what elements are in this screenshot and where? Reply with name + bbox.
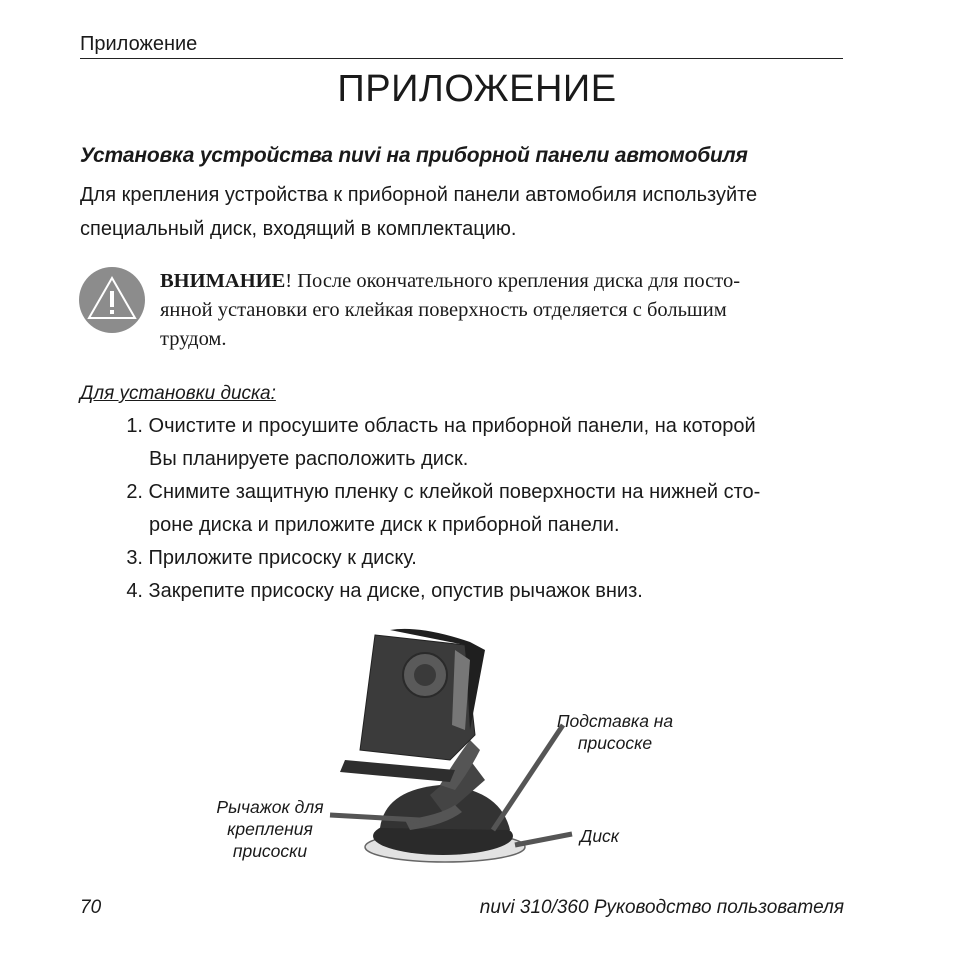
page-number: 70 <box>80 897 102 918</box>
step-item <box>80 476 850 542</box>
step-number: 3. <box>126 547 143 569</box>
warning-label: ВНИМАНИЕ <box>160 270 286 292</box>
mount-figure <box>0 620 954 880</box>
callout-mount <box>540 710 690 754</box>
header-rule <box>80 58 843 59</box>
step-number: 1. <box>126 415 143 437</box>
callout-text: присоски <box>232 841 308 861</box>
callout-text: Рычажок для <box>216 797 324 817</box>
warning-text-line: янной установки его клейкая поверхность отделяется с большим <box>160 299 727 321</box>
warning-text-line: ! После окончательного крепления диска для посто- <box>285 270 741 292</box>
step-text: Снимите защитную пленку с клейкой поверхности на нижней сто- <box>143 481 761 503</box>
callout-disk <box>580 825 640 847</box>
callout-text: Подставка на <box>556 711 674 731</box>
step-text: Закрепите присоску на диске, опустив рычажок вниз. <box>143 580 643 602</box>
step-item <box>80 542 850 575</box>
running-header: Приложение <box>80 33 198 55</box>
callout-text: крепления <box>227 819 313 839</box>
callout-text: Диск <box>580 826 620 846</box>
mount-illustration <box>0 620 954 880</box>
callout-text: присоске <box>577 733 653 753</box>
warning-text-line: трудом. <box>160 328 227 350</box>
warning-triangle-icon <box>78 266 146 334</box>
intro-line: специальный диск, входящий в комплектацию. <box>80 218 517 240</box>
callout-lever <box>210 796 330 862</box>
manual-title: nuvi 310/360 Руководство пользователя <box>479 897 844 918</box>
procedure-title: Для установки диска: <box>80 383 276 404</box>
step-text: Приложите присоску к диску. <box>143 547 417 569</box>
step-item <box>80 575 850 608</box>
step-number: 4. <box>126 580 143 602</box>
warning-note <box>160 267 850 354</box>
page-title: ПРИЛОЖЕНИЕ <box>337 68 617 110</box>
intro-line: Для крепления устройства к приборной панели автомобиля используйте <box>80 184 758 206</box>
step-number: 2. <box>126 481 143 503</box>
intro-paragraph <box>80 178 860 246</box>
step-text: роне диска и приложите диск к приборной панели. <box>149 514 620 536</box>
step-text: Вы планируете расположить диск. <box>149 448 469 470</box>
procedure-steps <box>80 410 850 608</box>
step-item <box>80 410 850 476</box>
section-heading: Установка устройства nuvi на приборной панели автомобиля <box>80 144 748 167</box>
step-text: Очистите и просушите область на приборной панели, на которой <box>143 415 756 437</box>
